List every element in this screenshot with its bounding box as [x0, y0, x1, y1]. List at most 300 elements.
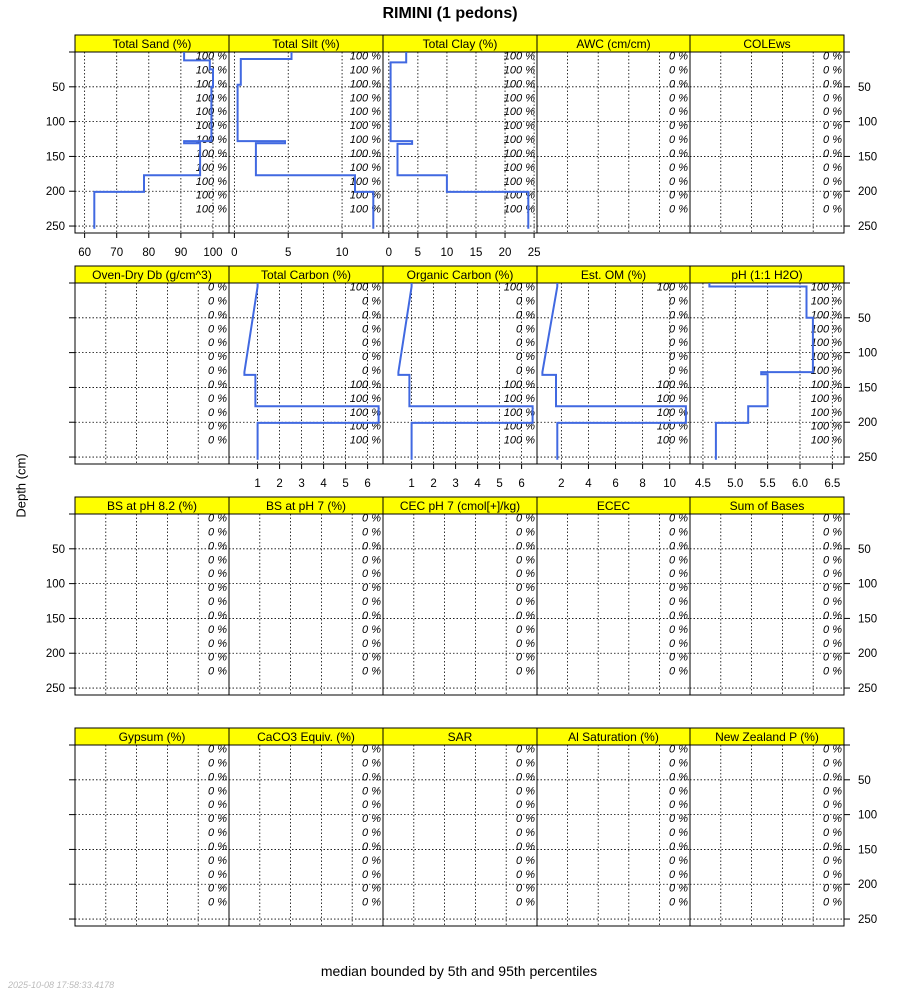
- coverage-label: 0 %: [669, 106, 688, 119]
- coverage-label: 0 %: [669, 827, 688, 840]
- coverage-label: 100 %: [349, 50, 381, 63]
- coverage-label: 100 %: [503, 161, 535, 174]
- coverage-label: 0 %: [669, 203, 688, 216]
- coverage-label: 0 %: [362, 896, 381, 909]
- coverage-label: 0 %: [362, 337, 381, 350]
- y-tick-label: 200: [858, 417, 878, 430]
- y-tick-label: 200: [45, 186, 65, 199]
- timestamp: 2025-10-08 17:58:33.4178: [8, 980, 115, 990]
- coverage-label: 0 %: [823, 78, 842, 91]
- coverage-label: 0 %: [208, 882, 227, 895]
- coverage-label: 100 %: [349, 392, 381, 405]
- coverage-label: 0 %: [362, 840, 381, 853]
- coverage-label: 0 %: [823, 582, 842, 595]
- coverage-label: 100 %: [349, 203, 381, 216]
- coverage-label: 100 %: [503, 378, 535, 391]
- coverage-label: 0 %: [669, 78, 688, 91]
- x-tick-label: 0: [231, 247, 238, 259]
- y-tick-label: 250: [45, 221, 65, 234]
- coverage-label: 0 %: [362, 309, 381, 322]
- median-profile-line: [244, 283, 378, 460]
- coverage-label: 0 %: [362, 295, 381, 308]
- coverage-label: 100 %: [810, 337, 842, 350]
- coverage-label: 0 %: [669, 771, 688, 784]
- coverage-label: 0 %: [208, 637, 227, 650]
- x-tick-label: 2: [276, 478, 283, 490]
- x-tick-label: 70: [110, 247, 124, 259]
- coverage-label: 0 %: [208, 309, 227, 322]
- coverage-label: 0 %: [669, 50, 688, 63]
- y-tick-label: 50: [858, 543, 871, 556]
- panel-border: [690, 728, 844, 926]
- coverage-label: 0 %: [669, 526, 688, 539]
- y-tick-label: 250: [858, 452, 878, 465]
- coverage-label: 0 %: [669, 120, 688, 133]
- coverage-label: 0 %: [208, 854, 227, 867]
- coverage-label: 0 %: [208, 420, 227, 433]
- coverage-label: 0 %: [516, 637, 535, 650]
- coverage-label: 100 %: [503, 106, 535, 119]
- x-tick-label: 10: [440, 247, 454, 259]
- x-tick-label: 4: [320, 478, 327, 490]
- panel-strip-label: New Zealand P (%): [715, 730, 819, 744]
- coverage-label: 0 %: [669, 896, 688, 909]
- coverage-label: 100 %: [349, 64, 381, 77]
- coverage-label: 100 %: [503, 434, 535, 447]
- panel-strip-label: Total Sand (%): [112, 37, 192, 51]
- coverage-label: 100 %: [349, 106, 381, 119]
- coverage-label: 0 %: [669, 582, 688, 595]
- x-tick-label: 15: [469, 247, 483, 259]
- x-tick-label: 5: [342, 478, 349, 490]
- coverage-label: 0 %: [516, 868, 535, 881]
- coverage-label: 100 %: [349, 406, 381, 419]
- coverage-label: 0 %: [208, 295, 227, 308]
- coverage-label: 0 %: [208, 582, 227, 595]
- coverage-label: 0 %: [823, 665, 842, 678]
- coverage-label: 0 %: [823, 743, 842, 756]
- coverage-label: 0 %: [669, 351, 688, 364]
- coverage-label: 0 %: [362, 868, 381, 881]
- coverage-label: 0 %: [669, 92, 688, 105]
- coverage-label: 100 %: [656, 434, 688, 447]
- coverage-label: 100 %: [656, 420, 688, 433]
- coverage-label: 0 %: [208, 785, 227, 798]
- x-tick-label: 25: [527, 247, 541, 259]
- coverage-label: 0 %: [362, 757, 381, 770]
- panel-border: [75, 728, 229, 926]
- x-tick-label: 90: [174, 247, 188, 259]
- coverage-label: 0 %: [208, 365, 227, 378]
- panel-0: [75, 35, 229, 259]
- coverage-label: 0 %: [823, 203, 842, 216]
- coverage-label: 100 %: [195, 189, 227, 202]
- coverage-label: 100 %: [349, 281, 381, 294]
- panel-strip-label: CaCO3 Equiv. (%): [257, 730, 355, 744]
- coverage-label: 0 %: [823, 554, 842, 567]
- coverage-label: 0 %: [362, 540, 381, 553]
- coverage-label: 100 %: [503, 203, 535, 216]
- coverage-label: 0 %: [823, 799, 842, 812]
- panel-strip-label: Gypsum (%): [118, 730, 186, 744]
- x-tick-label: 5: [414, 247, 422, 259]
- panel-12: [383, 497, 537, 695]
- panel-border: [383, 728, 537, 926]
- coverage-label: 0 %: [516, 609, 535, 622]
- coverage-label: 100 %: [503, 406, 535, 419]
- coverage-label: 0 %: [362, 323, 381, 336]
- coverage-label: 0 %: [669, 64, 688, 77]
- y-tick-label: 150: [858, 382, 878, 395]
- x-tick-label: 80: [142, 247, 156, 259]
- median-profile-line: [542, 283, 686, 460]
- panel-17: [383, 728, 537, 926]
- coverage-label: 100 %: [503, 175, 535, 188]
- coverage-label: 100 %: [810, 420, 842, 433]
- coverage-label: 100 %: [810, 323, 842, 336]
- coverage-label: 0 %: [516, 882, 535, 895]
- panel-strip-label: COLEws: [743, 37, 791, 51]
- coverage-label: 0 %: [516, 743, 535, 756]
- coverage-label: 100 %: [195, 175, 227, 188]
- y-tick-label: 250: [45, 683, 65, 696]
- x-tick-label: 4.5: [694, 478, 711, 490]
- panel-border: [229, 497, 383, 695]
- coverage-label: 0 %: [208, 771, 227, 784]
- coverage-label: 100 %: [503, 420, 535, 433]
- coverage-label: 0 %: [516, 771, 535, 784]
- panel-13: [537, 497, 690, 695]
- coverage-label: 0 %: [823, 64, 842, 77]
- y-tick-label: 150: [45, 151, 65, 164]
- coverage-label: 0 %: [823, 785, 842, 798]
- coverage-label: 100 %: [503, 147, 535, 160]
- panel-border: [75, 497, 229, 695]
- panel-4: [690, 35, 844, 233]
- panel-strip-label: AWC (cm/cm): [576, 37, 651, 51]
- panel-5: [75, 266, 229, 464]
- panel-7: [383, 266, 537, 490]
- y-axis-row-1: [69, 283, 877, 464]
- coverage-label: 0 %: [208, 743, 227, 756]
- coverage-label: 100 %: [810, 378, 842, 391]
- x-tick-label: 0: [385, 247, 393, 259]
- coverage-label: 0 %: [208, 896, 227, 909]
- coverage-label: 0 %: [823, 147, 842, 160]
- coverage-label: 0 %: [208, 840, 227, 853]
- coverage-label: 100 %: [810, 365, 842, 378]
- coverage-label: 100 %: [810, 295, 842, 308]
- y-axis-label: Depth (cm): [13, 453, 29, 518]
- coverage-label: 0 %: [669, 813, 688, 826]
- coverage-label: 0 %: [669, 512, 688, 525]
- coverage-label: 0 %: [669, 785, 688, 798]
- coverage-label: 0 %: [362, 813, 381, 826]
- y-tick-label: 100: [858, 809, 878, 822]
- x-tick-label: 4: [474, 478, 481, 490]
- coverage-label: 0 %: [208, 406, 227, 419]
- coverage-label: 100 %: [349, 175, 381, 188]
- coverage-label: 100 %: [503, 78, 535, 91]
- y-tick-label: 150: [45, 613, 65, 626]
- coverage-label: 0 %: [208, 337, 227, 350]
- panel-15: [75, 728, 229, 926]
- coverage-label: 0 %: [362, 771, 381, 784]
- coverage-label: 0 %: [823, 540, 842, 553]
- coverage-label: 100 %: [195, 92, 227, 105]
- coverage-label: 100 %: [349, 134, 381, 147]
- y-tick-label: 100: [858, 578, 878, 591]
- coverage-label: 100 %: [810, 392, 842, 405]
- coverage-label: 100 %: [503, 120, 535, 133]
- coverage-label: 0 %: [823, 50, 842, 63]
- y-tick-label: 250: [858, 914, 878, 927]
- coverage-label: 0 %: [823, 134, 842, 147]
- x-tick-label: 100: [203, 247, 223, 259]
- coverage-label: 0 %: [362, 665, 381, 678]
- coverage-label: 0 %: [362, 651, 381, 664]
- coverage-label: 0 %: [823, 568, 842, 581]
- coverage-label: 0 %: [823, 813, 842, 826]
- coverage-label: 0 %: [362, 596, 381, 609]
- x-tick-label: 10: [335, 247, 349, 259]
- coverage-label: 100 %: [195, 147, 227, 160]
- coverage-label: 100 %: [195, 50, 227, 63]
- coverage-label: 0 %: [823, 596, 842, 609]
- coverage-label: 0 %: [516, 526, 535, 539]
- coverage-label: 0 %: [362, 365, 381, 378]
- coverage-label: 0 %: [208, 323, 227, 336]
- coverage-label: 0 %: [208, 378, 227, 391]
- coverage-label: 100 %: [195, 64, 227, 77]
- coverage-label: 100 %: [195, 161, 227, 174]
- y-tick-label: 200: [858, 648, 878, 661]
- median-profile-line: [709, 283, 813, 460]
- coverage-label: 100 %: [195, 78, 227, 91]
- coverage-label: 0 %: [208, 813, 227, 826]
- coverage-label: 0 %: [669, 743, 688, 756]
- coverage-label: 0 %: [669, 799, 688, 812]
- y-tick-label: 100: [45, 116, 65, 129]
- y-tick-label: 50: [858, 312, 871, 325]
- chart-title: RIMINI (1 pedons): [382, 5, 518, 22]
- coverage-label: 0 %: [669, 840, 688, 853]
- coverage-label: 0 %: [669, 365, 688, 378]
- coverage-label: 0 %: [823, 609, 842, 622]
- panel-10: [75, 497, 229, 695]
- coverage-label: 0 %: [669, 868, 688, 881]
- y-tick-label: 150: [858, 844, 878, 857]
- coverage-label: 0 %: [516, 582, 535, 595]
- panel-strip-label: pH (1:1 H2O): [731, 268, 803, 282]
- x-tick-label: 8: [639, 478, 646, 490]
- x-tick-label: 60: [78, 247, 92, 259]
- coverage-label: 100 %: [349, 434, 381, 447]
- coverage-label: 0 %: [823, 623, 842, 636]
- y-tick-label: 200: [858, 186, 878, 199]
- coverage-label: 0 %: [516, 854, 535, 867]
- y-axis-row-0: [46, 52, 877, 233]
- y-tick-label: 200: [45, 648, 65, 661]
- coverage-label: 0 %: [669, 637, 688, 650]
- x-tick-label: 20: [498, 247, 512, 259]
- coverage-label: 100 %: [195, 106, 227, 119]
- coverage-label: 100 %: [810, 406, 842, 419]
- coverage-label: 100 %: [810, 281, 842, 294]
- x-tick-label: 6.5: [824, 478, 841, 490]
- x-tick-label: 6.0: [792, 478, 808, 490]
- panel-border: [537, 728, 690, 926]
- panel-6: [229, 266, 383, 490]
- coverage-label: 100 %: [656, 378, 688, 391]
- coverage-label: 0 %: [516, 337, 535, 350]
- coverage-label: 0 %: [362, 609, 381, 622]
- panel-border: [537, 35, 690, 233]
- x-tick-label: 6: [518, 478, 525, 490]
- panel-border: [383, 497, 537, 695]
- y-tick-label: 200: [858, 879, 878, 892]
- x-tick-label: 5: [496, 478, 503, 490]
- y-tick-label: 100: [858, 347, 878, 360]
- coverage-label: 0 %: [823, 189, 842, 202]
- coverage-label: 0 %: [669, 854, 688, 867]
- coverage-label: 100 %: [195, 120, 227, 133]
- coverage-label: 0 %: [516, 651, 535, 664]
- coverage-label: 0 %: [823, 106, 842, 119]
- coverage-label: 0 %: [823, 854, 842, 867]
- coverage-label: 100 %: [503, 50, 535, 63]
- coverage-label: 100 %: [349, 92, 381, 105]
- x-tick-label: 3: [298, 478, 305, 490]
- y-tick-label: 100: [858, 116, 878, 129]
- coverage-label: 0 %: [669, 309, 688, 322]
- coverage-label: 100 %: [195, 203, 227, 216]
- coverage-label: 100 %: [656, 406, 688, 419]
- panel-strip-label: Al Saturation (%): [568, 730, 659, 744]
- coverage-label: 0 %: [362, 785, 381, 798]
- coverage-label: 0 %: [516, 813, 535, 826]
- panel-strip-label: Oven-Dry Db (g/cm^3): [92, 268, 212, 282]
- coverage-label: 100 %: [503, 92, 535, 105]
- coverage-label: 0 %: [823, 526, 842, 539]
- coverage-label: 0 %: [208, 609, 227, 622]
- panel-18: [537, 728, 690, 926]
- x-tick-label: 2: [558, 478, 565, 490]
- coverage-label: 0 %: [208, 568, 227, 581]
- coverage-label: 0 %: [208, 596, 227, 609]
- coverage-label: 0 %: [362, 827, 381, 840]
- x-tick-label: 6: [612, 478, 619, 490]
- x-tick-label: 1: [408, 478, 415, 490]
- coverage-label: 100 %: [349, 189, 381, 202]
- coverage-label: 0 %: [823, 840, 842, 853]
- coverage-label: 0 %: [362, 854, 381, 867]
- coverage-label: 100 %: [810, 309, 842, 322]
- x-tick-label: 5: [285, 247, 292, 259]
- coverage-label: 100 %: [349, 78, 381, 91]
- y-tick-label: 50: [52, 543, 65, 556]
- coverage-label: 0 %: [669, 323, 688, 336]
- coverage-label: 0 %: [669, 189, 688, 202]
- coverage-label: 0 %: [823, 651, 842, 664]
- panel-strip-label: BS at pH 7 (%): [265, 499, 347, 513]
- coverage-label: 0 %: [208, 623, 227, 636]
- x-tick-label: 6: [364, 478, 371, 490]
- coverage-label: 0 %: [516, 840, 535, 853]
- coverage-label: 0 %: [208, 526, 227, 539]
- panel-2: [383, 35, 540, 259]
- coverage-label: 100 %: [503, 64, 535, 77]
- coverage-label: 0 %: [823, 868, 842, 881]
- coverage-label: 0 %: [823, 161, 842, 174]
- x-tick-label: 5.5: [759, 478, 776, 490]
- coverage-label: 100 %: [503, 134, 535, 147]
- panel-border: [229, 728, 383, 926]
- coverage-label: 0 %: [516, 757, 535, 770]
- coverage-label: 0 %: [669, 568, 688, 581]
- panel-border: [537, 497, 690, 695]
- coverage-label: 0 %: [208, 281, 227, 294]
- coverage-label: 0 %: [362, 623, 381, 636]
- coverage-label: 0 %: [669, 665, 688, 678]
- coverage-label: 0 %: [823, 175, 842, 188]
- coverage-label: 0 %: [208, 799, 227, 812]
- coverage-label: 0 %: [208, 434, 227, 447]
- coverage-label: 0 %: [823, 637, 842, 650]
- panel-19: [690, 728, 844, 926]
- coverage-label: 0 %: [669, 882, 688, 895]
- panel-strip-label: ECEC: [596, 499, 631, 513]
- panel-9: [690, 266, 844, 490]
- panel-strip-label: Total Silt (%): [272, 37, 340, 51]
- coverage-label: 0 %: [669, 175, 688, 188]
- y-tick-label: 150: [858, 613, 878, 626]
- coverage-label: 0 %: [669, 596, 688, 609]
- coverage-label: 0 %: [516, 540, 535, 553]
- y-tick-label: 100: [45, 578, 65, 591]
- panel-8: [537, 266, 690, 490]
- coverage-label: 0 %: [362, 582, 381, 595]
- coverage-label: 0 %: [516, 785, 535, 798]
- coverage-label: 0 %: [516, 365, 535, 378]
- coverage-label: 0 %: [208, 757, 227, 770]
- coverage-label: 0 %: [516, 309, 535, 322]
- panel-strip-label: Total Clay (%): [422, 37, 498, 51]
- coverage-label: 0 %: [362, 568, 381, 581]
- coverage-label: 0 %: [669, 134, 688, 147]
- coverage-label: 0 %: [208, 665, 227, 678]
- y-axis-row-3: [69, 745, 877, 926]
- coverage-label: 0 %: [516, 295, 535, 308]
- coverage-label: 0 %: [516, 827, 535, 840]
- coverage-label: 0 %: [823, 120, 842, 133]
- coverage-label: 0 %: [362, 554, 381, 567]
- coverage-label: 0 %: [823, 827, 842, 840]
- panel-strip-label: Organic Carbon (%): [406, 268, 514, 282]
- y-tick-label: 150: [858, 151, 878, 164]
- panel-strip-label: CEC pH 7 (cmol[+]/kg): [399, 499, 521, 513]
- coverage-label: 0 %: [208, 392, 227, 405]
- panel-14: [690, 497, 844, 695]
- coverage-label: 0 %: [823, 896, 842, 909]
- coverage-label: 0 %: [208, 868, 227, 881]
- coverage-label: 0 %: [669, 147, 688, 160]
- y-axis-row-2: [46, 514, 877, 695]
- coverage-label: 0 %: [669, 651, 688, 664]
- panel-strip-label: BS at pH 8.2 (%): [106, 499, 198, 513]
- coverage-label: 0 %: [669, 295, 688, 308]
- coverage-label: 0 %: [516, 554, 535, 567]
